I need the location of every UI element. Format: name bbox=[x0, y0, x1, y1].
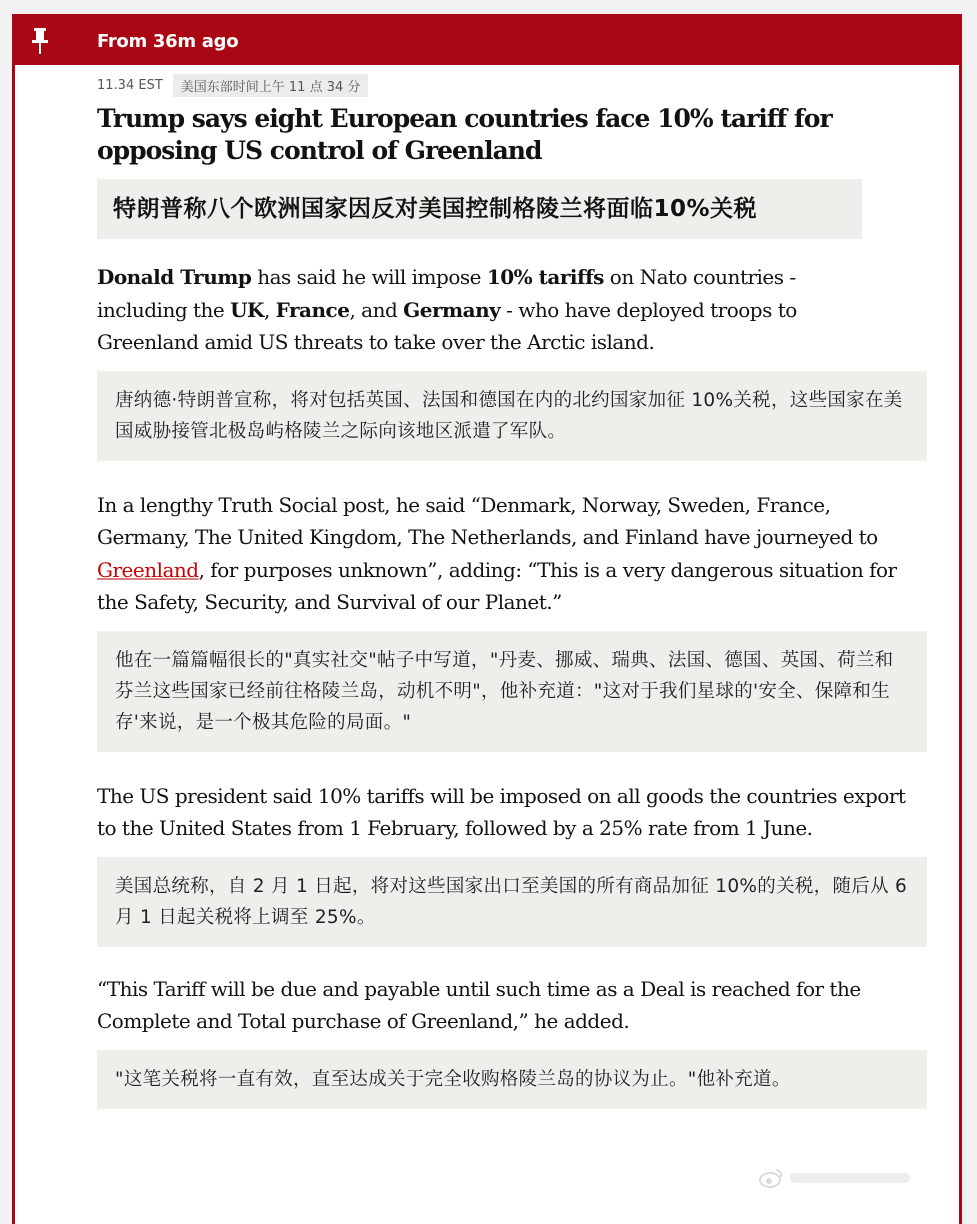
greenland-link[interactable]: Greenland bbox=[97, 557, 199, 582]
paragraph-3-translation: 美国总统称，自 2 月 1 日起，将对这些国家出口至美国的所有商品加征 10%的关税，随后从 6 月 1 日起关税将上调至 25%。 bbox=[97, 857, 927, 947]
paragraph-2-translation: 他在一篇篇幅很长的"真实社交"帖子中写道，"丹麦、挪威、瑞典、法国、德国、英国、荷兰和芬兰这些国家已经前往格陵兰岛，动机不明"，他补充道："这对于我们星球的'安全、保障和生存'来说，是一个极其危险的局面。" bbox=[97, 631, 927, 752]
paragraph-1-translation: 唐纳德·特朗普宣称，将对包括英国、法国和德国在内的北约国家加征 10%关税，这些国家在美国威胁接管北极岛屿格陵兰之际向该地区派遣了军队。 bbox=[97, 371, 927, 461]
post-content bbox=[97, 73, 945, 1109]
timestamp-translation: 美国东部时间上午 11 点 34 分 bbox=[173, 74, 369, 97]
post-headline: Trump says eight European countries face 10% tariff for opposing US control of Greenland bbox=[97, 104, 832, 165]
pinned-post-banner bbox=[15, 17, 959, 65]
paragraph-1: Donald Trump has said he will impose 10% tariffs on Nato countries - including the UK, France, and Germany - who have deployed troops to Greenland amid US threats to take over the Arctic island. bbox=[97, 265, 797, 354]
pin-icon bbox=[15, 17, 65, 65]
live-blog-card bbox=[12, 14, 962, 1224]
timestamp-row bbox=[97, 73, 945, 97]
paragraph-4-translation: "这笔关税将一直有效，直至达成关于完全收购格陵兰岛的协议为止。"他补充道。 bbox=[97, 1050, 927, 1109]
timestamp-est: 11.34 EST bbox=[97, 77, 163, 93]
weibo-watermark bbox=[758, 1163, 958, 1193]
paragraph-4: “This Tariff will be due and payable until such time as a Deal is reached for the Complete and Total purchase of Greenland,” he added. bbox=[97, 976, 861, 1033]
weibo-logo-icon bbox=[758, 1167, 784, 1189]
banner-label: From 36m ago bbox=[97, 30, 239, 52]
headline-translation: 特朗普称八个欧洲国家因反对美国控制格陵兰将面临10%关税 bbox=[97, 179, 862, 239]
paragraph-2: In a lengthy Truth Social post, he said “Denmark, Norway, Sweden, France, Germany, The United Kingdom, The Netherlands, and Finland have journeyed to Greenland, for purposes unknown”, adding: “This is a very dangerous situation for the Safety, Security, and Survival of our Planet.” bbox=[97, 492, 897, 614]
paragraph-3: The US president said 10% tariffs will be imposed on all goods the countries export to the United States from 1 February, followed by a 25% rate from 1 June. bbox=[97, 783, 906, 840]
